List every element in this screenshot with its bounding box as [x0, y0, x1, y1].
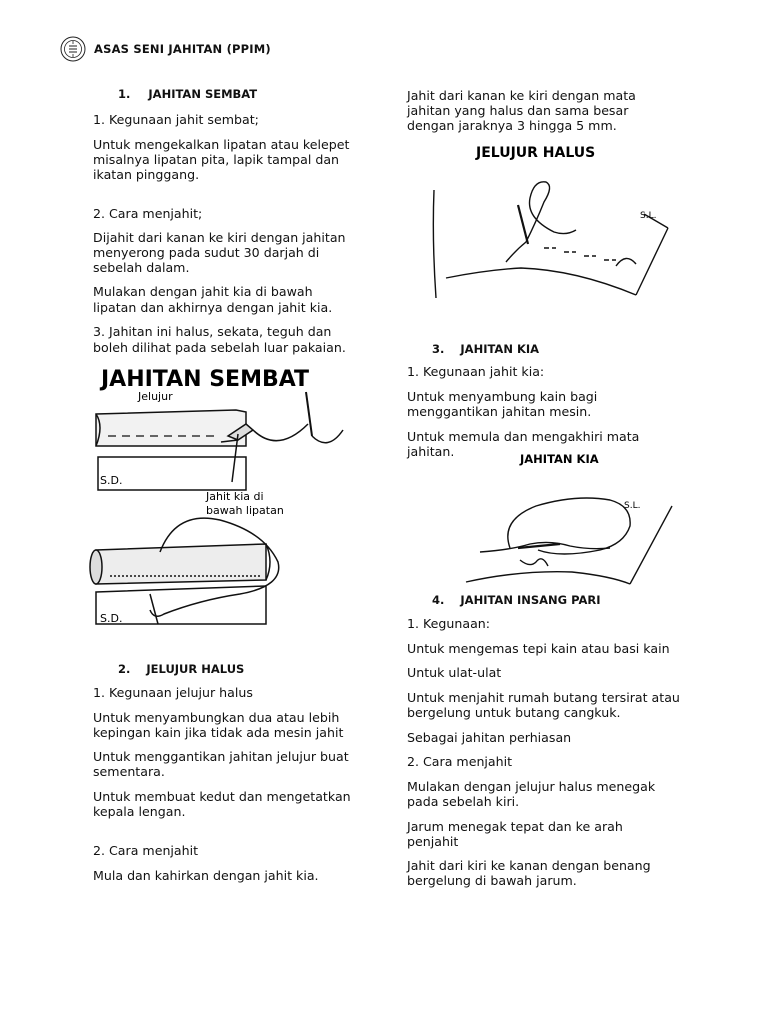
s1-p2a: Untuk mengekalkan lipatan atau kelepet	[93, 137, 350, 152]
s2-p2b: kepingan kain jika tidak ada mesin jahit	[93, 725, 344, 740]
fig3-drawing	[466, 498, 672, 584]
s4-p4b: bergelung untuk butang cangkuk.	[407, 705, 621, 720]
section2-number: 2.	[118, 662, 131, 676]
s1-p2b: misalnya lipatan pita, lapik tampal dan	[93, 152, 340, 167]
section3-title: JAHITAN KIA	[460, 342, 540, 356]
fig3-label-sl: S.L.	[624, 501, 641, 511]
s4-p8a: Jarum menegak tepat dan ke arah	[407, 819, 623, 834]
s2-p3a: Untuk menggantikan jahitan jelujur buat	[93, 749, 349, 764]
s1-p6b: boleh dilihat pada sebelah luar pakaian.	[93, 340, 346, 355]
s2-p4a: Untuk membuat kedut dan mengetatkan	[93, 789, 351, 804]
fig1-title: JAHITAN SEMBAT	[101, 367, 310, 392]
s2-p6: Mula dan kahirkan dengan jahit kia.	[93, 868, 319, 883]
s1-p4c: sebelah dalam.	[93, 260, 190, 275]
s4-p3: Untuk ulat-ulat	[407, 665, 502, 680]
fig1-label-jelujur: Jelujur	[138, 390, 173, 403]
s4-p1: 1. Kegunaan:	[407, 616, 491, 631]
s4-p7a: Mulakan dengan jelujur halus menegak	[407, 779, 656, 794]
s1-p4a: Dijahit dari kanan ke kiri dengan jahitan	[93, 230, 346, 245]
s4-p8b: penjahit	[407, 834, 459, 849]
s1-p5a: Mulakan dengan jahit kia di bawah	[93, 284, 313, 299]
jahitan-kia-figure	[460, 448, 690, 586]
s1-p1: 1. Kegunaan jahit sembat;	[93, 112, 259, 127]
s3-p3a: Untuk memula dan mengakhiri mata	[407, 429, 640, 444]
fig3-title: JAHITAN KIA	[520, 452, 599, 466]
section4-heading	[432, 593, 601, 607]
section1-title: JAHITAN SEMBAT	[148, 87, 258, 101]
s3-p2b: menggantikan jahitan mesin.	[407, 404, 592, 419]
fig2-label-sl: S.L.	[640, 211, 657, 221]
fig1-label-sd2: S.D.	[100, 612, 123, 625]
s4-p7b: pada sebelah kiri.	[407, 794, 520, 809]
s4-p9b: bergelung di bawah jarum.	[407, 873, 577, 888]
fig1-bottom-drawing	[90, 518, 279, 624]
s4-p5: Sebagai jahitan perhiasan	[407, 730, 572, 745]
intro-3: dengan jaraknya 3 hingga 5 mm.	[407, 118, 617, 133]
jahitan-sembat-figure	[88, 362, 350, 642]
fig1-top-drawing	[96, 392, 343, 490]
s2-p2a: Untuk menyambungkan dua atau lebih	[93, 710, 340, 725]
section1-number: 1.	[118, 87, 131, 101]
header	[60, 36, 360, 62]
intro-2: jahitan yang halus dan sama besar	[407, 103, 629, 118]
s4-p4a: Untuk menjahit rumah butang tersirat atau	[407, 690, 680, 705]
section3-number: 3.	[432, 342, 445, 356]
ppim-seal-icon	[60, 36, 86, 62]
s2-p5: 2. Cara menjahit	[93, 843, 199, 858]
section2-heading	[118, 662, 244, 676]
fig1-label-jahitkia2: bawah lipatan	[206, 504, 284, 517]
intro-1: Jahit dari kanan ke kiri dengan mata	[407, 88, 636, 103]
s1-p3: 2. Cara menjahit;	[93, 206, 203, 221]
s1-p4b: menyerong pada sudut 30 darjah di	[93, 245, 320, 260]
fig2-title: JELUJUR HALUS	[476, 145, 596, 161]
fig2-drawing	[433, 182, 668, 298]
s2-p4b: kepala lengan.	[93, 804, 186, 819]
s4-p9a: Jahit dari kiri ke kanan dengan benang	[407, 858, 651, 873]
section2-title: JELUJUR HALUS	[146, 662, 245, 676]
header-title: ASAS SENI JAHITAN (PPIM)	[94, 42, 271, 56]
section3-heading	[432, 342, 539, 356]
s4-p6: 2. Cara menjahit	[407, 754, 513, 769]
s4-p2: Untuk mengemas tepi kain atau basi kain	[407, 641, 670, 656]
s3-p3b: jahitan.	[407, 444, 455, 459]
jelujur-halus-figure	[426, 140, 676, 300]
section4-title: JAHITAN INSANG PARI	[460, 593, 601, 607]
fig1-label-sd1: S.D.	[100, 474, 123, 487]
s1-p5b: lipatan dan akhirnya dengan jahit kia.	[93, 300, 333, 315]
section1-heading	[118, 87, 257, 101]
s3-p1: 1. Kegunaan jahit kia:	[407, 364, 545, 379]
s1-p6a: 3. Jahitan ini halus, sekata, teguh dan	[93, 324, 332, 339]
s2-p3b: sementara.	[93, 764, 165, 779]
fig1-label-jahitkia1: Jahit kia di	[206, 490, 264, 503]
s1-p2c: ikatan pinggang.	[93, 167, 200, 182]
s2-p1: 1. Kegunaan jelujur halus	[93, 685, 253, 700]
section4-number: 4.	[432, 593, 445, 607]
s3-p2a: Untuk menyambung kain bagi	[407, 389, 598, 404]
